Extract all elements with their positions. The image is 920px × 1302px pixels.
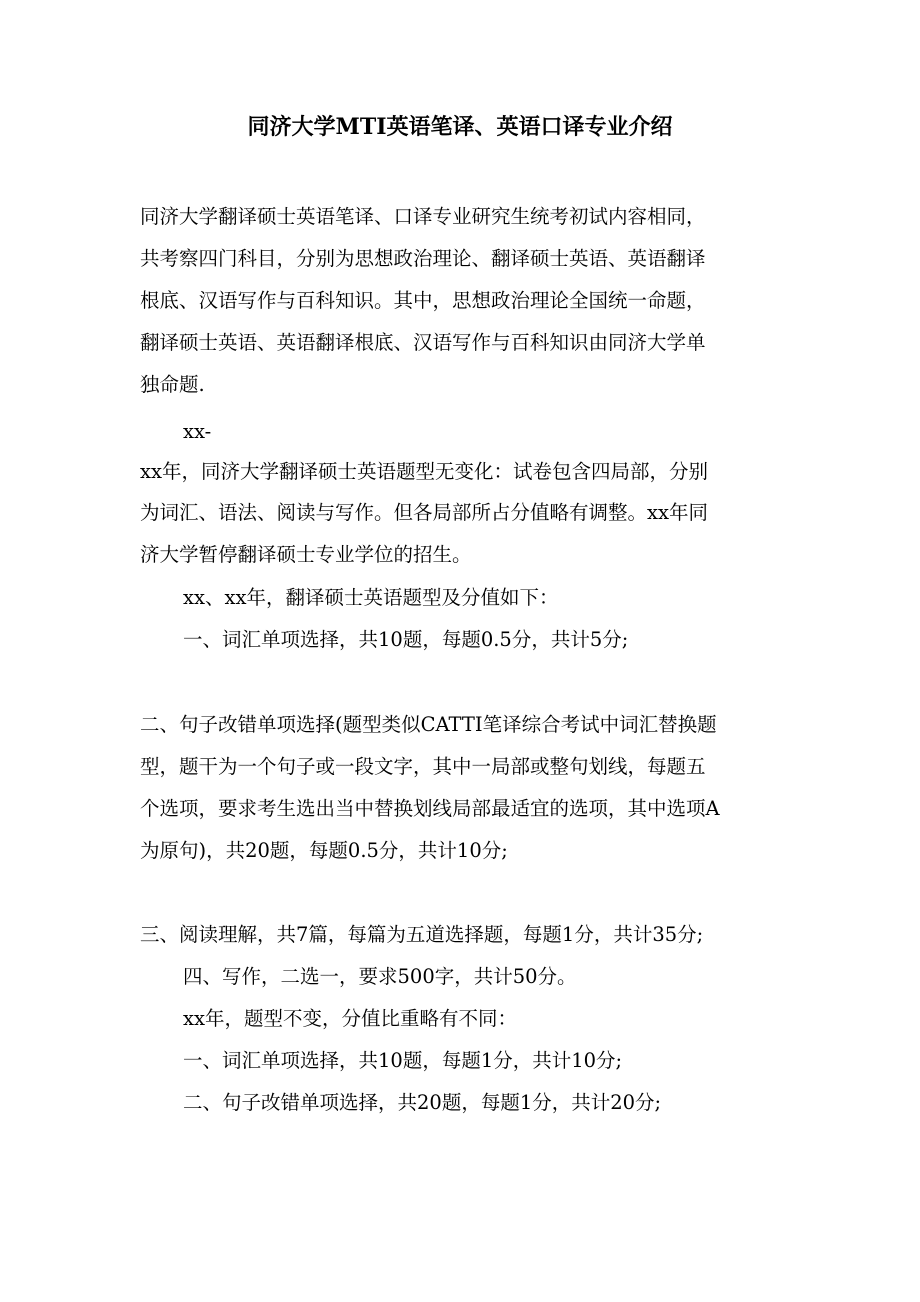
list-item: 三、阅读理解，共7篇，每篇为五道选择题，每题1分，共计35分; — [140, 923, 704, 946]
paragraph-line: 型，题干为一个句子或一段文字，其中一局部或整句划线，每题五 — [140, 755, 706, 778]
paragraph-line: 为词汇、语法、阅读与写作。但各局部所占分值略有调整。xx年同 — [140, 501, 708, 524]
list-item: 四、写作，二选一，要求500字，共计50分。 — [183, 965, 577, 988]
list-item: 二、句子改错单项选择，共20题，每题1分，共计20分; — [183, 1091, 662, 1114]
paragraph-line: 共考察四门科目，分别为思想政治理论、翻译硕士英语、英语翻译 — [140, 247, 706, 270]
list-item: 一、词汇单项选择，共10题，每题1分，共计10分; — [183, 1049, 623, 1072]
document-title: 同济大学MTI英语笔译、英语口译专业介绍 — [247, 114, 673, 140]
paragraph-line: 根底、汉语写作与百科知识。其中，思想政治理论全国统一命题， — [140, 289, 706, 312]
paragraph-line: 为原句)，共20题，每题0.5分，共计10分; — [140, 839, 508, 862]
list-item: 二、句子改错单项选择(题型类似CATTI笔译综合考试中词汇替换题 — [140, 713, 717, 736]
paragraph-line: 同济大学翻译硕士英语笔译、口译专业研究生统考初试内容相同， — [140, 205, 706, 228]
paragraph-line: 个选项，要求考生选出当中替换划线局部最适宜的选项，其中选项A — [140, 797, 720, 820]
paragraph-line: 独命题. — [140, 373, 205, 396]
paragraph-line: xx- — [183, 420, 212, 443]
paragraph-line: 济大学暂停翻译硕士专业学位的招生。 — [140, 543, 472, 566]
list-item: 一、词汇单项选择，共10题，每题0.5分，共计5分; — [183, 628, 629, 651]
paragraph-line: 翻译硕士英语、英语翻译根底、汉语写作与百科知识由同济大学单 — [140, 331, 706, 354]
paragraph-line: xx、xx年，翻译硕士英语题型及分值如下： — [183, 586, 559, 609]
paragraph-line: xx年，题型不变，分值比重略有不同： — [183, 1007, 517, 1030]
paragraph-line: xx年，同济大学翻译硕士英语题型无变化：试卷包含四局部，分别 — [140, 460, 708, 483]
